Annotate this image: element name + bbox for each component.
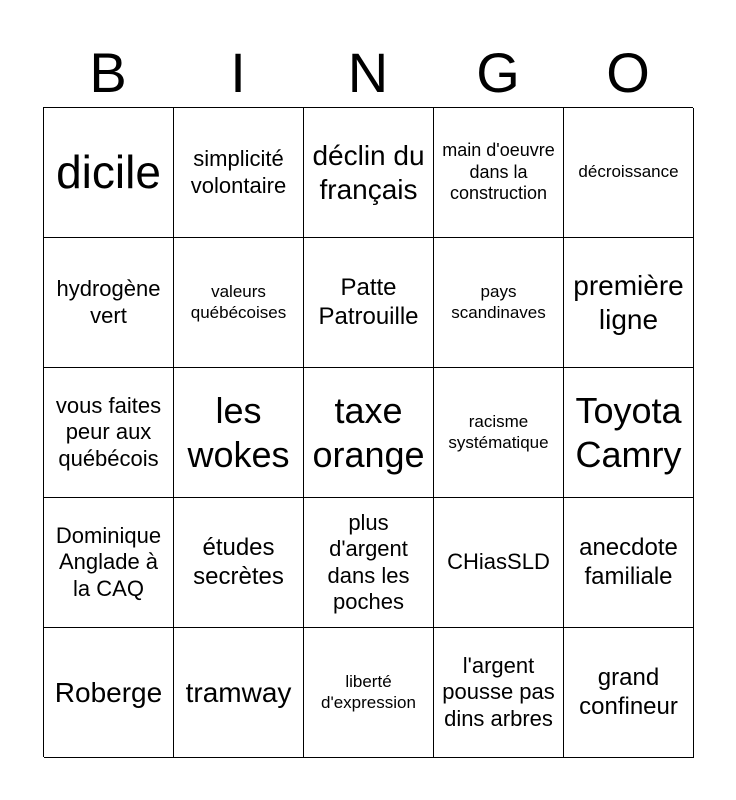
header-letter-i: I [230, 41, 246, 104]
bingo-cell-text: grand confineur [579, 663, 678, 720]
bingo-cell-text: CHiasSLD [447, 549, 550, 575]
bingo-cell[interactable] [564, 498, 694, 628]
bingo-cell[interactable] [44, 108, 174, 238]
bingo-cell[interactable] [304, 238, 434, 368]
header-letter-n: N [347, 41, 389, 104]
bingo-cell[interactable] [564, 108, 694, 238]
bingo-cell-text: dicile [56, 145, 161, 198]
bingo-cell[interactable] [44, 498, 174, 628]
bingo-cell-text: main d'oeuvre dans la construction [442, 140, 555, 204]
bingo-cell[interactable] [434, 498, 564, 628]
bingo-cell-text: vous faites peur aux québécois [55, 392, 162, 471]
bingo-cell[interactable] [564, 628, 694, 758]
bingo-cell-text: plus d'argent dans les poches [327, 509, 410, 614]
bingo-cell-text: Patte Patrouille [318, 273, 419, 330]
bingo-cell-text: Roberge [54, 676, 163, 708]
bingo-cell-text: racisme systématique [448, 412, 549, 452]
bingo-cell-text: hydrogène vert [56, 276, 161, 328]
bingo-cell[interactable] [434, 108, 564, 238]
header-letter-b: B [89, 41, 127, 104]
bingo-cell-text: Toyota Camry [575, 390, 682, 475]
bingo-cell-text: liberté d'expression [321, 672, 416, 712]
bingo-cell-text: les wokes [187, 390, 290, 475]
bingo-card-grid [43, 107, 693, 757]
bingo-cell-text: déclin du français [312, 139, 425, 205]
bingo-header [43, 42, 693, 104]
bingo-cell[interactable] [304, 498, 434, 628]
bingo-cell[interactable] [434, 238, 564, 368]
bingo-cell-text: Dominique Anglade à la CAQ [55, 522, 162, 601]
bingo-cell[interactable] [44, 628, 174, 758]
bingo-cell-text: décroissance [578, 162, 679, 182]
bingo-cell-text: anecdote familiale [579, 533, 678, 590]
bingo-cell[interactable] [44, 238, 174, 368]
bingo-cell[interactable] [434, 628, 564, 758]
bingo-cell[interactable] [304, 368, 434, 498]
bingo-cell-text: valeurs québécoises [190, 282, 287, 322]
bingo-cell[interactable] [304, 628, 434, 758]
bingo-cell-text: l'argent pousse pas dins arbres [442, 652, 555, 731]
bingo-cell-text: simplicité volontaire [190, 146, 287, 198]
bingo-cell[interactable] [174, 238, 304, 368]
header-letter-o: O [606, 41, 650, 104]
bingo-cell[interactable] [174, 628, 304, 758]
bingo-cell[interactable] [174, 108, 304, 238]
bingo-cell[interactable] [564, 368, 694, 498]
bingo-cell[interactable] [44, 368, 174, 498]
bingo-cell-text: première ligne [573, 269, 684, 335]
bingo-cell-text: tramway [185, 676, 292, 708]
bingo-cell[interactable] [174, 368, 304, 498]
bingo-cell-text: pays scandinaves [451, 282, 546, 322]
bingo-cell[interactable] [304, 108, 434, 238]
header-letter-g: G [476, 41, 520, 104]
bingo-cell[interactable] [434, 368, 564, 498]
bingo-cell[interactable] [564, 238, 694, 368]
bingo-cell[interactable] [174, 498, 304, 628]
bingo-cell-text: études secrètes [193, 533, 284, 590]
bingo-cell-text: taxe orange [312, 390, 425, 475]
